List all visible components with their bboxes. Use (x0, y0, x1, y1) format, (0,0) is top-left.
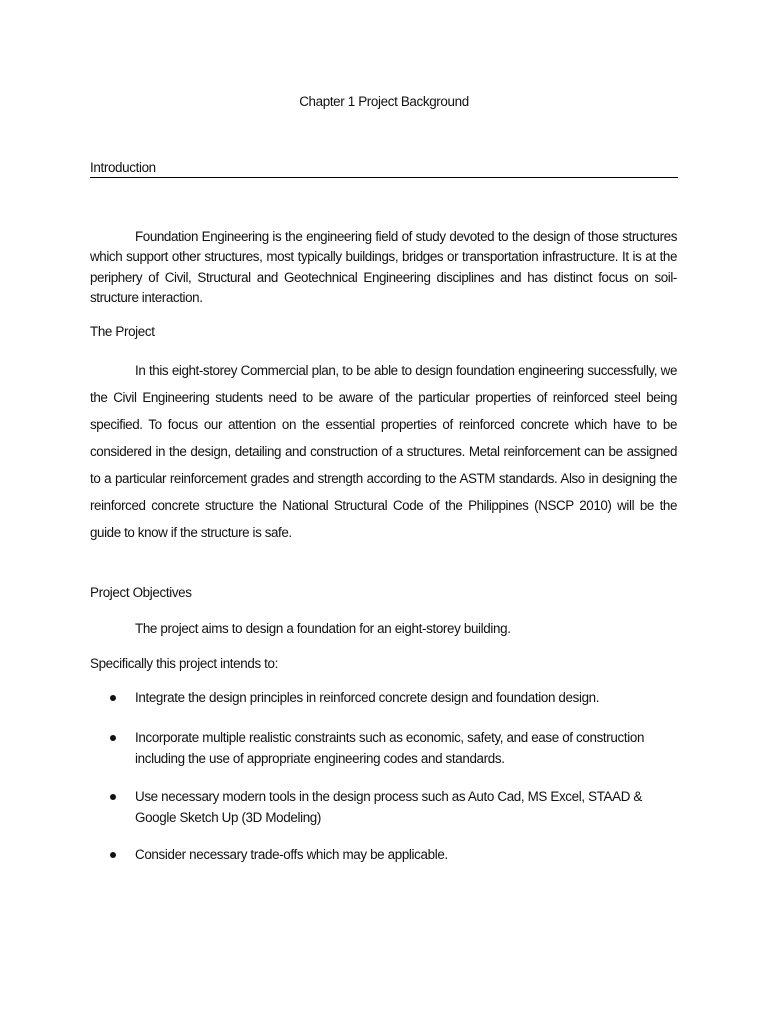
project-paragraph: In this eight-storey Commercial plan, to be able to design foundation engineering successfully, we the Civil Engineering students need to be aware of the particular properties of reinforced steel being specified. To focus our attention on the essential properties of reinforced concrete which have to be considered in the design, detailing and construction of a structures. Metal reinforcement can be assigned to a particular reinforcement grades and strength according to the ASTM standards. Also in designing the reinforced concrete structure the National Structural Code of the Philippines (NSCP 2010) will be the guide to know if the structure is safe. (90, 363, 677, 540)
project-heading: The Project (90, 324, 155, 339)
introduction-heading: Introduction (90, 160, 156, 175)
bullet-icon (110, 695, 116, 701)
list-item-text: Incorporate multiple realistic constraints such as economic, safety, and ease of construction including the use of appropriate engineering codes and standards. (135, 730, 645, 766)
bullet-icon (110, 794, 116, 800)
list-item-text: Integrate the design principles in reinforced concrete design and foundation design. (135, 690, 600, 705)
objectives-intro: Specifically this project intends to: (90, 656, 279, 671)
bullet-icon (110, 735, 116, 741)
chapter-title: Chapter 1 Project Background (299, 94, 469, 109)
introduction-paragraph: Foundation Engineering is the engineering field of study devoted to the design of those structures which support other structures, most typically buildings, bridges or transportation infrastructure. It is at the periphery of Civil, Structural and Geotechnical Engineering disciplines and has distinct focus on soil-structure interaction. (90, 229, 677, 306)
objectives-aim: The project aims to design a foundation for an eight-storey building. (135, 621, 511, 636)
objectives-heading: Project Objectives (90, 585, 192, 600)
list-item-text: Use necessary modern tools in the design process such as Auto Cad, MS Excel, STAAD & Google Sketch Up (3D Modeling) (135, 789, 642, 825)
introduction-underline (90, 177, 678, 178)
bullet-icon (110, 852, 116, 858)
list-item-text: Consider necessary trade-offs which may be applicable. (135, 847, 448, 862)
